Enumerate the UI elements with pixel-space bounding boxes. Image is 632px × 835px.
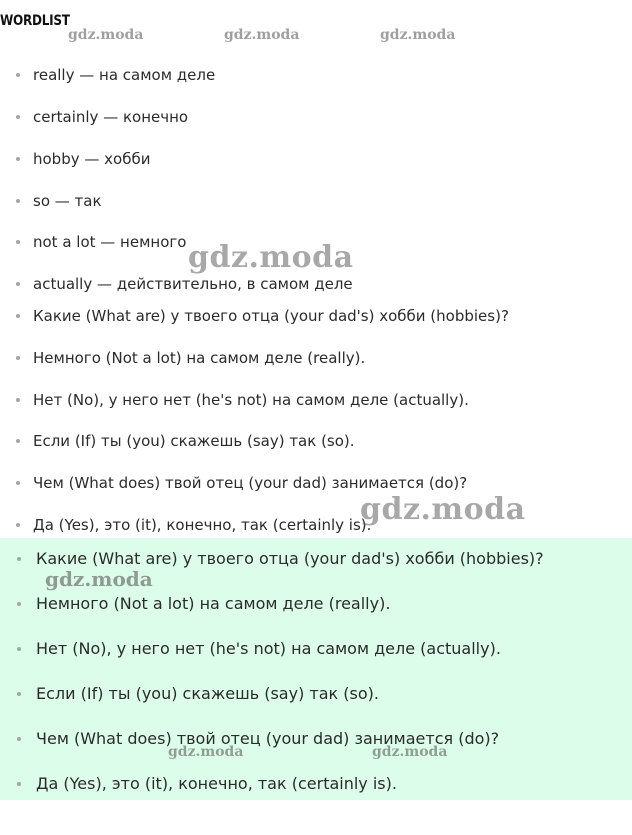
list-item-text: really — на самом деле [33,66,216,84]
watermark: gdz.moda [372,744,448,760]
bullet-icon [16,439,20,443]
list-item-text: Чем (What does) твой отец (your dad) занимается (do)? [33,474,468,492]
watermark: gdz.moda [68,27,144,43]
watermark: gdz.moda [45,567,153,591]
bullet-icon [16,240,20,244]
list-item-text: Немного (Not a lot) на самом деле (really). [33,349,366,367]
list-item-text: Немного (Not a lot) на самом деле (really). [36,594,391,613]
list-item-text: Да (Yes), это (it), конечно, так (certainly is). [33,516,372,534]
bullet-icon [17,737,21,741]
list-item-text: Если (If) ты (you) скажешь (say) так (so). [33,432,355,450]
list-item-text: Если (If) ты (you) скажешь (say) так (so). [36,684,379,703]
bullet-icon [17,782,21,786]
bullet-icon [16,115,20,119]
list-item-text: Нет (No), у него нет (he's not) на самом деле (actually). [33,391,469,409]
list-item-text: Да (Yes), это (it), конечно, так (certainly is). [36,774,397,793]
list-item-text: Какие (What are) у твоего отца (your dad's) хобби (hobbies)? [33,307,509,325]
list-item-text: actually — действительно, в самом деле [33,275,353,293]
bullet-icon [17,557,21,561]
bullet-icon [16,398,20,402]
bullet-icon [16,356,20,360]
bullet-icon [16,282,20,286]
bullet-icon [17,602,21,606]
bullet-icon [16,314,20,318]
bullet-icon [16,157,20,161]
watermark: gdz.moda [188,240,354,275]
list-item-text: hobby — хобби [33,150,151,168]
watermark: gdz.moda [360,492,526,527]
bullet-icon [17,647,21,651]
list-item-text: so — так [33,192,102,210]
wordlist-heading: WORDLIST [0,13,70,29]
list-item-text: certainly — конечно [33,108,189,126]
bullet-icon [16,199,20,203]
list-item-text: Чем (What does) твой отец (your dad) занимается (do)? [36,729,500,748]
watermark: gdz.moda [224,27,300,43]
bullet-icon [16,523,20,527]
bullet-icon [16,73,20,77]
bullet-icon [16,481,20,485]
list-item-text: Какие (What are) у твоего отца (your dad's) хобби (hobbies)? [36,549,544,568]
bullet-icon [17,692,21,696]
watermark: gdz.moda [380,27,456,43]
watermark: gdz.moda [168,744,244,760]
list-item-text: Нет (No), у него нет (he's not) на самом деле (actually). [36,639,501,658]
list-item-text: not a lot — немного [33,233,187,251]
